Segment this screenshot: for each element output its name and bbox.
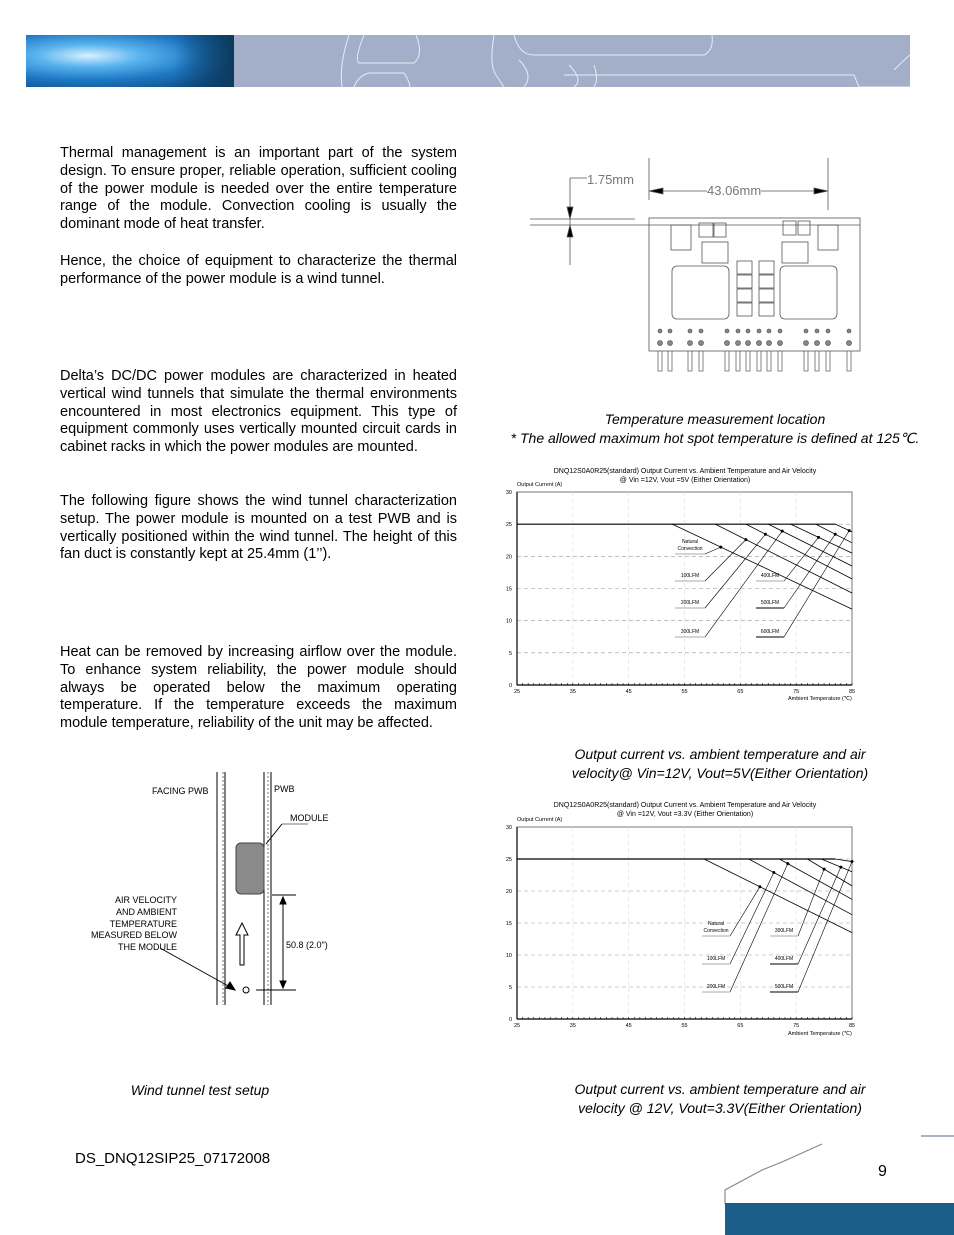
banner-decoration: [234, 35, 910, 87]
svg-text:75: 75: [793, 1023, 800, 1029]
header-banner: [26, 35, 910, 87]
chart-5v-ylabel: Output Current (A): [517, 482, 563, 488]
paragraph-wind-tunnel-choice: Hence, the choice of equipment to characterize the thermal performance of the power module is a wind tunnel.: [60, 253, 457, 287]
measurement-label: AIR VELOCITY AND AMBIENT TEMPERATURE MEASURED BELOW THE MODULE: [90, 895, 177, 953]
wind-tunnel-diagram: [60, 760, 360, 1010]
svg-text:300LFM: 300LFM: [774, 928, 794, 934]
chart-3v3-ylabel: Output Current (A): [517, 817, 563, 823]
svg-text:15: 15: [505, 921, 512, 927]
svg-text:85: 85: [848, 1023, 856, 1029]
svg-text:35: 35: [569, 689, 576, 695]
svg-text:400LFM: 400LFM: [774, 956, 794, 962]
svg-text:100LFM: 100LFM: [706, 956, 726, 962]
facing-pwb-label: FACING PWB: [152, 786, 209, 796]
svg-text:25: 25: [505, 522, 512, 529]
svg-text:5: 5: [508, 985, 512, 991]
svg-text:200LFM: 200LFM: [680, 600, 700, 606]
module-caption: Temperature measurement location * The allowed maximum hot spot temperature is defined at 125℃.: [510, 411, 920, 446]
svg-text:35: 35: [569, 1023, 576, 1029]
chart-3v3-caption: Output current vs. ambient temperature and air velocity @ 12V, Vout=3.3V(Either Orientation): [574, 1081, 866, 1116]
svg-text:30: 30: [505, 490, 512, 496]
svg-text:55: 55: [681, 689, 688, 695]
svg-text:25: 25: [513, 689, 521, 695]
svg-text:75: 75: [793, 689, 800, 695]
svg-text:25: 25: [505, 857, 512, 863]
svg-text:Convection: Convection: [703, 928, 729, 934]
svg-text:600LFM: 600LFM: [760, 629, 780, 635]
svg-text:200LFM: 200LFM: [706, 984, 726, 990]
paragraph-heat-removal: Heat can be removed by increasing airflow over the module. To enhance system reliability, the power module should always be operated below the maximum operating temperature. If the temperature exceeds the maximum module temperature, reliability of the unit may be affected.: [60, 644, 457, 732]
paragraph-setup-description: The following figure shows the wind tunnel characterization setup. The power module is mounted on a test PWB and is vertically positioned within the wind tunnel. The height of this fan duct is constantly kept at 25.4mm (1’’).: [60, 493, 457, 563]
svg-text:45: 45: [625, 1023, 632, 1029]
svg-text:20: 20: [505, 889, 512, 895]
module-drawing: [500, 150, 880, 390]
svg-text:Natural: Natural: [707, 921, 725, 927]
svg-text:85: 85: [848, 689, 856, 695]
svg-text:Convection: Convection: [677, 546, 703, 552]
chart-5v: [500, 465, 870, 710]
chart-3v3-title: DNQ12S0A0R25(standard) Output Current vs. Ambient Temperature and Air Velocity @ Vin =12V, Vout =3.3V (Either Orientation): [553, 802, 817, 818]
document-id: DS_DNQ12SIP25_07172008: [75, 1150, 271, 1167]
chart-3v3-xlabel: Ambient Temperature (℃): [788, 1031, 852, 1037]
svg-text:300LFM: 300LFM: [680, 629, 700, 635]
banner-photo: [26, 35, 234, 87]
svg-text:400LFM: 400LFM: [760, 573, 780, 579]
dimension-label: 50.8 (2.0"): [286, 940, 328, 950]
svg-text:10: 10: [505, 618, 512, 625]
svg-text:45: 45: [625, 689, 632, 695]
svg-text:5: 5: [508, 650, 512, 657]
page-number: 9: [878, 1163, 887, 1180]
chart-5v-title: DNQ12S0A0R25(standard) Output Current vs. Ambient Temperature and Air Velocity @ Vin =12V, Vout =5V (Either Orientation): [553, 468, 817, 484]
footer-accent-line: [921, 1135, 954, 1137]
paragraph-delta-modules: Delta’s DC/DC power modules are characterized in heated vertical wind tunnels that simulate the thermal environments encountered in most electronics equipment. This type of equipment commonly uses vertically mounted circuit cards in cabinet racks in which the power modules are mounted.: [60, 368, 457, 456]
svg-text:500LFM: 500LFM: [760, 600, 780, 606]
svg-text:100LFM: 100LFM: [680, 573, 700, 579]
chart-5v-caption: Output current vs. ambient temperature and air velocity@ Vin=12V, Vout=5V(Either Orientation): [571, 746, 869, 781]
chart-3v3: [500, 800, 870, 1045]
svg-text:10: 10: [505, 953, 512, 959]
svg-text:55: 55: [681, 1023, 688, 1029]
footer-bar: [725, 1203, 954, 1235]
svg-text:15: 15: [505, 586, 512, 593]
footer-swoosh: [722, 1140, 852, 1204]
svg-text:0: 0: [508, 683, 512, 689]
chart-3v3-plot: [500, 800, 870, 1045]
svg-text:0: 0: [508, 1017, 512, 1023]
wind-tunnel-caption: Wind tunnel test setup: [130, 1082, 270, 1098]
chart-5v-xlabel: Ambient Temperature (℃): [788, 696, 852, 702]
chart-5v-plot: [500, 465, 870, 710]
height-dimension: 1.75mm: [587, 172, 634, 187]
paragraph-thermal-management: Thermal management is an important part of the system design. To ensure proper, reliable operation, sufficient cooling of the power module is needed over the entire temperature range of the module. Convection cooling is usually the dominant mode of heat transfer.: [60, 145, 457, 233]
svg-text:500LFM: 500LFM: [774, 984, 794, 990]
svg-text:30: 30: [505, 825, 512, 831]
pwb-label: PWB: [274, 784, 295, 794]
svg-text:20: 20: [505, 554, 512, 561]
svg-text:65: 65: [737, 1023, 744, 1029]
svg-text:65: 65: [737, 689, 744, 695]
svg-text:Natural: Natural: [681, 539, 699, 545]
width-dimension: 43.06mm: [707, 183, 762, 198]
module-label: MODULE: [290, 813, 329, 823]
svg-text:25: 25: [513, 1023, 521, 1029]
